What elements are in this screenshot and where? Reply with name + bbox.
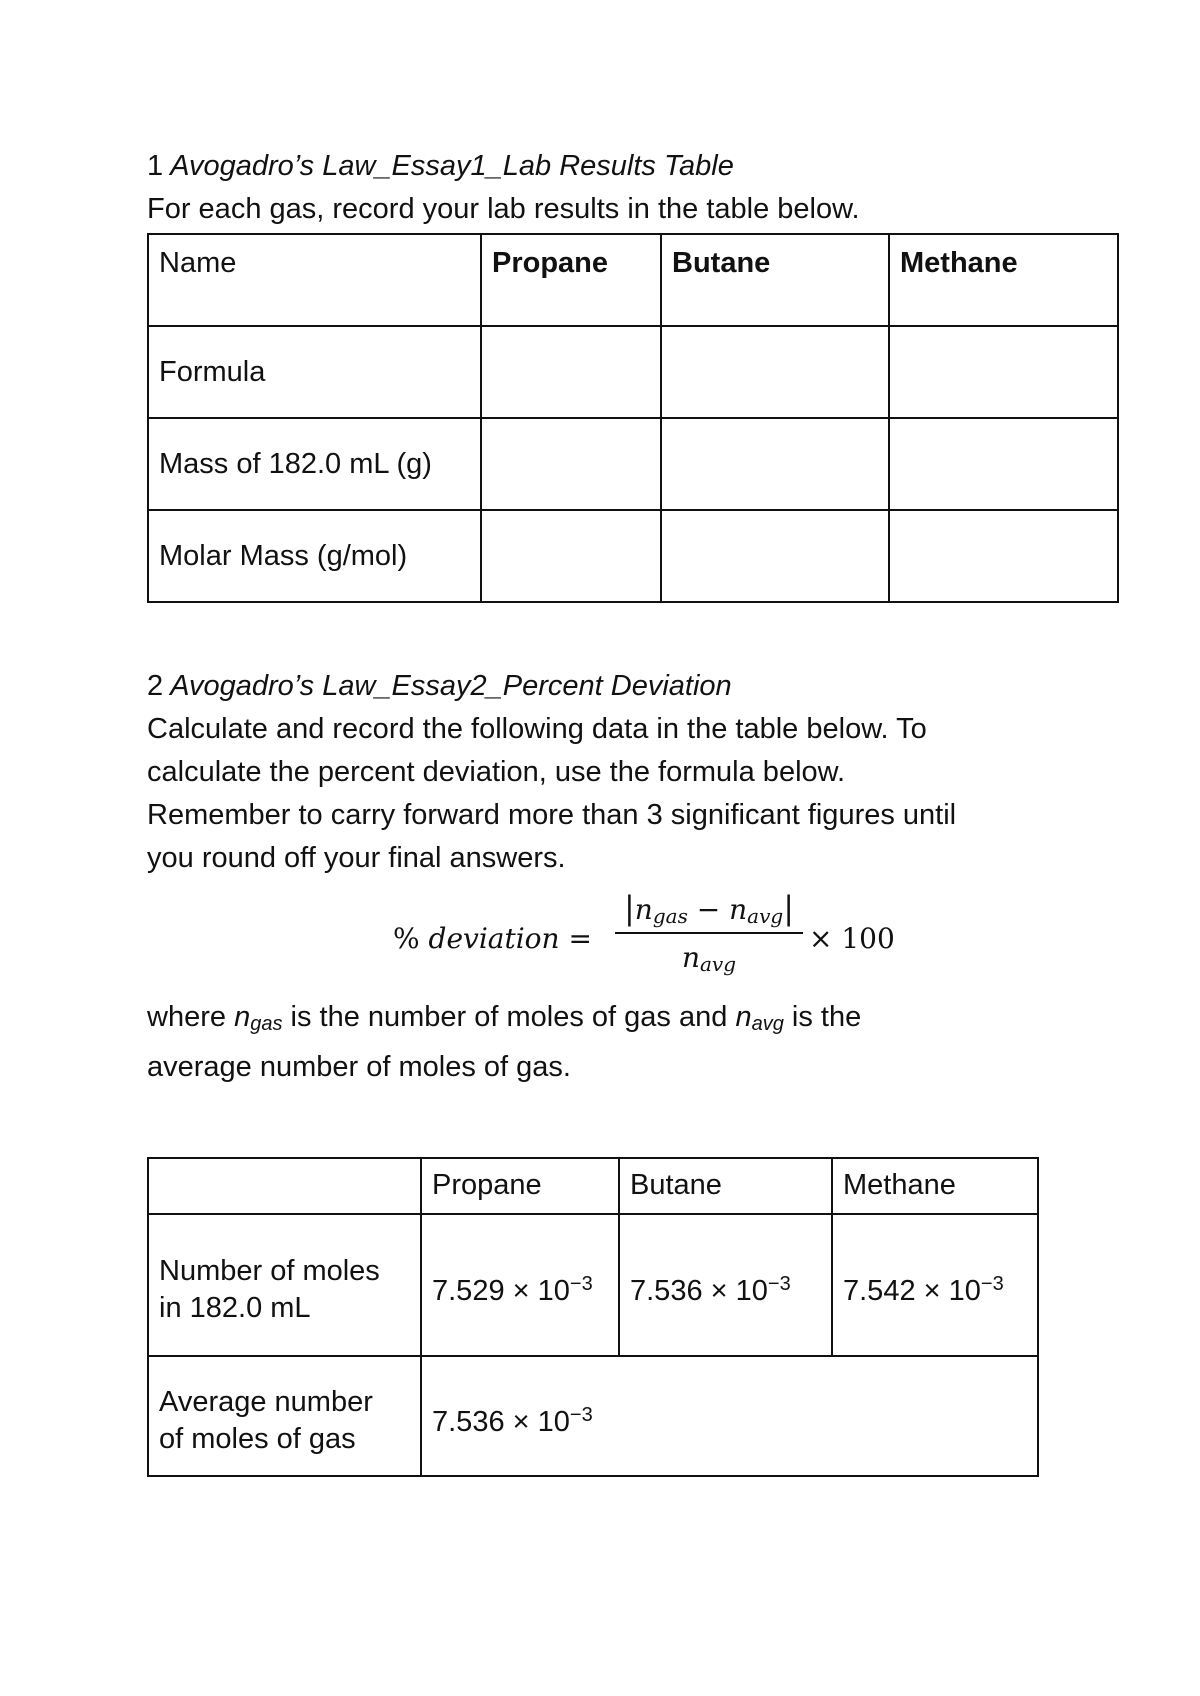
exponent: −3 bbox=[569, 1403, 593, 1426]
table-row bbox=[148, 510, 1118, 602]
cell-propane-molar-mass[interactable] bbox=[481, 510, 661, 602]
exponent: −3 bbox=[569, 1272, 593, 1295]
lab-results-table bbox=[147, 233, 1119, 603]
row-label-average bbox=[148, 1356, 421, 1476]
section1-number: 1 bbox=[147, 150, 164, 182]
section2-heading bbox=[147, 665, 1127, 708]
table-header-row bbox=[148, 1158, 1038, 1214]
cell-butane-formula[interactable] bbox=[661, 326, 889, 418]
cell-propane-formula[interactable] bbox=[481, 326, 661, 418]
where-line-2: average number of moles of gas. bbox=[147, 1051, 571, 1083]
header-propane: Propane bbox=[481, 234, 661, 326]
mantissa: 7.542 × 10 bbox=[843, 1274, 981, 1307]
cell-methane-moles bbox=[832, 1214, 1038, 1356]
header-methane: Methane bbox=[889, 234, 1118, 326]
table-row bbox=[148, 418, 1118, 510]
header-propane: Propane bbox=[421, 1158, 619, 1214]
where-text: where bbox=[147, 1001, 226, 1033]
section1-title: Avogadro’s Law_Essay1_Lab Results Table bbox=[170, 150, 734, 182]
n-gas-symbol: n bbox=[634, 893, 653, 926]
avg-subscript-inline: avg bbox=[751, 1013, 784, 1035]
instruction-line: you round off your final answers. bbox=[147, 842, 566, 874]
label-line: Average number bbox=[159, 1386, 373, 1418]
where-line-1 bbox=[147, 996, 1127, 1046]
row-label-formula: Formula bbox=[148, 326, 481, 418]
header-name: Name bbox=[148, 234, 481, 326]
header-butane: Butane bbox=[619, 1158, 832, 1214]
n-gas-inline: n bbox=[234, 1001, 251, 1033]
mantissa: 7.536 × 10 bbox=[630, 1274, 768, 1307]
cell-butane-moles bbox=[619, 1214, 832, 1356]
row-label-molar-mass: Molar Mass (g/mol) bbox=[148, 510, 481, 602]
mantissa: 7.536 × 10 bbox=[432, 1405, 570, 1438]
cell-methane-formula[interactable] bbox=[889, 326, 1118, 418]
formula-fraction bbox=[615, 886, 803, 978]
instruction-line: Remember to carry forward more than 3 significant figures until bbox=[147, 799, 957, 831]
label-line: Number of moles bbox=[159, 1255, 380, 1287]
section2-title: Avogadro’s Law_Essay2_Percent Deviation bbox=[170, 670, 732, 702]
label-line: in 182.0 mL bbox=[159, 1292, 311, 1324]
percent-symbol: % bbox=[393, 922, 420, 955]
instruction-line: Calculate and record the following data in the table below. To bbox=[147, 713, 927, 745]
percent-deviation-formula bbox=[147, 886, 1127, 996]
mantissa: 7.529 × 10 bbox=[432, 1274, 570, 1307]
table-row bbox=[148, 1356, 1038, 1476]
fraction-bar bbox=[615, 932, 803, 934]
abs-bar-right: | bbox=[783, 889, 794, 927]
row-label-mass: Mass of 182.0 mL (g) bbox=[148, 418, 481, 510]
minus-sign: − bbox=[696, 893, 721, 926]
exponent: −3 bbox=[767, 1272, 791, 1295]
section1-instruction: For each gas, record your lab results in the table below. bbox=[147, 193, 860, 225]
section2 bbox=[147, 665, 1127, 1477]
document-page bbox=[147, 145, 1127, 1477]
header-butane: Butane bbox=[661, 234, 889, 326]
formula-lhs bbox=[393, 922, 592, 955]
where-text: is the number of moles of gas and bbox=[290, 1001, 728, 1033]
avg-subscript: avg bbox=[700, 952, 737, 976]
times-100: × 100 bbox=[809, 922, 895, 955]
header-methane: Methane bbox=[832, 1158, 1038, 1214]
cell-butane-molar-mass[interactable] bbox=[661, 510, 889, 602]
gas-subscript-inline: gas bbox=[250, 1013, 283, 1035]
n-avg-inline: n bbox=[735, 1001, 752, 1033]
n-avg-symbol: n bbox=[681, 941, 700, 974]
cell-propane-moles bbox=[421, 1214, 619, 1356]
table-row bbox=[148, 1214, 1038, 1356]
cell-average-moles bbox=[421, 1356, 1038, 1476]
header-blank bbox=[148, 1158, 421, 1214]
n-avg-symbol: n bbox=[729, 893, 748, 926]
section1-heading bbox=[147, 145, 1127, 188]
moles-table bbox=[147, 1157, 1039, 1477]
equals-sign: = bbox=[568, 922, 592, 955]
formula-numerator bbox=[615, 886, 803, 930]
abs-bar-left: | bbox=[624, 889, 635, 927]
section2-number: 2 bbox=[147, 670, 164, 702]
gas-subscript: gas bbox=[652, 904, 688, 928]
table-row bbox=[148, 326, 1118, 418]
where-text: is the bbox=[791, 1001, 862, 1033]
label-line: of moles of gas bbox=[159, 1423, 356, 1455]
cell-butane-mass[interactable] bbox=[661, 418, 889, 510]
instruction-line: calculate the percent deviation, use the formula below. bbox=[147, 756, 846, 788]
exponent: −3 bbox=[980, 1272, 1004, 1295]
table-header-row bbox=[148, 234, 1118, 326]
cell-methane-molar-mass[interactable] bbox=[889, 510, 1118, 602]
cell-propane-mass[interactable] bbox=[481, 418, 661, 510]
row-label-moles bbox=[148, 1214, 421, 1356]
deviation-word: deviation bbox=[428, 922, 560, 955]
avg-subscript: avg bbox=[747, 904, 784, 928]
formula-denominator bbox=[615, 938, 803, 978]
cell-methane-mass[interactable] bbox=[889, 418, 1118, 510]
